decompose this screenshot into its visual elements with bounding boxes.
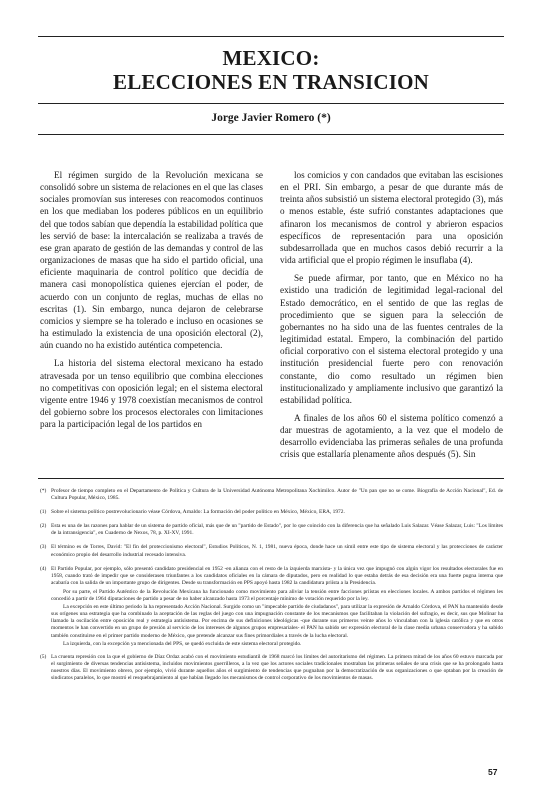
footnote-3 [40, 544, 503, 560]
body-paragraph: A finales de los años 60 el sistema político comenzó a dar muestras de agotamiento, a la vez que el modelo de desarrollo evidenciaba las primeras señales de una profunda crisis que estallaría plenamente años después (5). Sin [280, 412, 503, 460]
footnote-rule [38, 478, 504, 479]
author-rule [38, 134, 504, 135]
top-rule [38, 36, 504, 37]
footnote-1 [40, 509, 503, 518]
footnote-text: El Partido Popular, por ejemplo, sólo presentó candidato presidencial en 1952 -en alianza con el resto de la izquierda marxista- y la única vez que impugnó con algún vigor los resultados electorales fue en 1958, cuando trató de impedir que se considerasen triunfantes a los candidatos oficiales en la cámara de diputados, pero en realidad lo que estaba detrás de esa decisión era una fuerte pugna interna que acabaría con la salida de un importante grupo de dirigentes. Desde su transformación en PPS apoyó hasta 1982 la candidatura priísta a la Presidencia. [51, 565, 503, 586]
footnote-text: Profesor de tiempo completo en el Departamento de Política y Cultura de la Universidad Autónoma Metropolitana Xochimilco. Autor de "Un pan que no se come. Biografía de Acción Nacional", Ed. de Cultura Popular, México, 1985. [51, 488, 503, 502]
footnote-marker: (*) [40, 488, 47, 494]
body-paragraph: La historia del sistema electoral mexicano ha estado atravesada por un tenso equilibrio que combina elecciones no competitivas con oposición legal; en el sistema electoral vigente entre 1946 y 1978 coexistían mecanismos de control del gobierno sobre los procesos electorales con limitaciones para la participación legal de los partidos en [40, 358, 263, 430]
body-column-right [280, 169, 503, 467]
footnote-text: El término es de Torres, David: "El fin del proteccionismo electoral", Estudios Políticos, N. 1, 1981, nueva época, donde hace un símil entre este tipo de sistema electoral y las protecciones de carácter económico propio del desarrollo industrial recesado intensiva. [51, 544, 503, 558]
footnote-marker: (5) [40, 653, 47, 660]
footnote-text: La cruenta represión con la que el gobierno de Díaz Ordaz acabó con el movimiento estudiantil de 1968 marcó los límites del autoritarismo del régimen. La primera mitad de los años 60 estuvo marcada por el surgimiento de diversas tendencias antisistema, incluidos movimientos guerrilleros, a la vez que los actores sociales tradicionales mostraban las primeras señales de una crisis que se ha prolongado hasta nuestros días. El movimiento obrero, por ejemplo, vivió durante aquellos años el surgimiento de tendencias que pugnaban por la democratización de sus organizaciones o que optaban por la creación de sindicatos paralelos, lo que mostró el resquebrajamiento al que habían llegado los mecanismos de control corporativo de los movimientos de masas. [51, 653, 503, 681]
article-title [38, 46, 504, 94]
footnote-text: La izquierda, con la excepción ya mencionada del PPS, se quedó excluida de este sistema electoral protegido. [63, 640, 302, 647]
author-name: Jorge Javier Romero (*) [211, 112, 331, 124]
title-rule [38, 103, 504, 104]
title-line-2: ELECCIONES EN TRANSICION [113, 70, 429, 94]
footnote-5 [40, 654, 503, 684]
footnote-text: Sobre el sistema político postrevolucionario véase Córdova, Arnaldo: La formación del poder político en México, México, ERA, 1972. [51, 509, 345, 516]
body-paragraph: Se puede afirmar, por tanto, que en México no ha existido una tradición de legitimidad legal-racional del Estado democrático, en el sentido de que las reglas de procedimiento que se siguen para la selección de gobernantes no ha sido una de las fuentes centrales de la legitimidad estatal. Empero, la combinación del partido oficial corporativo con el sistema electoral protegido y una institución presidencial fuerte pero con renovación constante, dio como resultado un régimen bien institucionalizado y ampliamente inclusivo que garantizó la estabilidad política. [280, 273, 503, 405]
title-line-1: MEXICO: [222, 46, 320, 70]
footnote-marker: (2) [40, 523, 47, 530]
page-number: 57 [488, 767, 498, 777]
footnote-marker: (4) [40, 565, 47, 572]
body-paragraph: El régimen surgido de la Revolución mexicana se consolidó sobre un sistema de relaciones en el que las clases sociales promovían sus intereses con reacomodos continuos en los que mediaban los poderes públicos en un equilibrio del que todos sabían que dependía la estabilidad política que les servió de base: la intercalación se realizaba a través de ese gran aparato de gestión de las demandas y control de las organizaciones de masas que ha sido el partido oficial, una eficiente maquinaria de control político que decidía de manera casi monopolística quienes ejercían el poder, de acuerdo con un conjunto de reglas, muchas de ellas no escritas (1). Sin embargo, nunca dejaron de celebrarse comicios y siempre se ha tolerado e incluso en ocasiones se ha estimulado la existencia de una oposición electoral (2), aún cuando no ha existido auténtica competencia. [40, 170, 263, 351]
footnote-text: La excepción en este último periodo la ha representado Acción Nacional. Surgido como un "impecable partido de ciudadanos", para utilizar la expresión de Arnaldo Córdova, el PAN ha mantenido desde sus orígenes una estrategia que ha combinado la aceptación de las reglas del juego con una impugnación constante de los mecanismos que facilitaban la violación del sufragio, es decir, sus que Molinar ha llamado la oscilación entre oposición real y estrategia antisistema. Por encima de sus definiciones ideológicas -que durante sus primeros veinte años lo vinculaban con la iglesia católica y que en otros momentos le han convertido en un grupo de presión al servicio de los intereses de algunos grupos empresariales- el PAN ha sabido ser expresión electoral de la clase media urbana conservadora y ha sabido también constituirse en el primer partido moderno de México, que pretende alcanzar sus fines primordiales a través de la lucha electoral. [51, 604, 503, 639]
footnote-marker: (1) [40, 509, 47, 516]
footnote-text: Por su parte, el Partido Auténtico de la Revolución Mexicana ha funcionado como movimiento para aliviar la tensión entre facciones priístas en elecciones locales. A ambos partidos el régimen les concedió a partir de 1964 diputaciones de partido a pesar de no haber alcanzado hasta 1973 el porcentaje mínimo de votación requerido por la ley. [51, 588, 503, 603]
footnote-text: Esta es una de las razones para hablar de un sistema de partido oficial, más que de un "partido de Estado", por lo que coincido con la diferencia que ha señalado Luis Salazar. Véase Salazar, Luis: "Los límites de la intransigencia", en Cuaderno de Nexos, 78, p. XI-XV, 1991. [51, 523, 503, 537]
footnote-marker: (3) [40, 544, 47, 551]
footnote-4 [40, 566, 503, 649]
body-column-left [40, 169, 263, 436]
footnote-2 [40, 523, 503, 539]
footnote-author [40, 488, 503, 504]
footnotes [40, 488, 503, 689]
body-paragraph: los comicios y con candados que evitaban las escisiones en el PRI. Sin embargo, a pesar de que durante más de treinta años subsistió un sistema electoral protegido (3), más o menos estable, éste sufrió constantes adaptaciones que afinaron los mecanismos de control y abrieron espacios específicos de representación para una oposición subdesarrollada que en muchos casos debió recurrir a la vida artificial que el propio régimen le insuflaba (4). [280, 170, 503, 266]
